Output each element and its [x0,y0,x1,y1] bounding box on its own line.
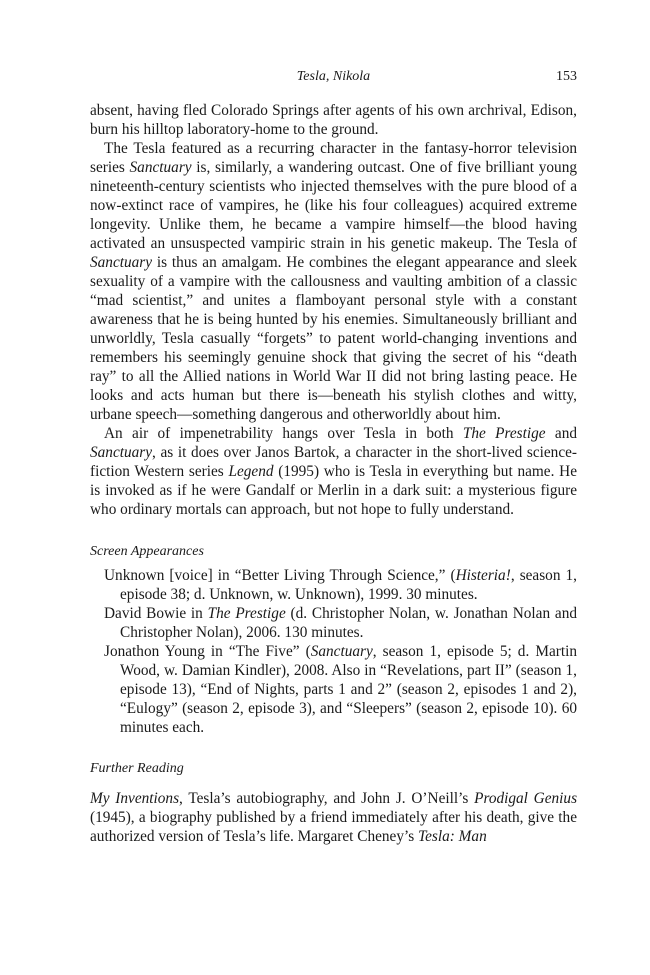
italic-title: Histeria! [455,567,511,584]
page-number: 153 [556,69,577,84]
italic-title: Legend [228,463,274,480]
text-run: absent, having fled Colorado Springs after agents of his own archrival, Edison, burn his hilltop laboratory-home to the ground. [90,102,577,138]
italic-title: The Prestige [207,605,286,622]
italic-title: Sanctuary [310,643,373,660]
text-run: The Tesla featured as a recurring character in the fantasy-horror television series [90,140,577,176]
body-paragraph-2 [90,139,577,424]
text-run: David Bowie in [104,605,208,622]
text-run: and [545,425,577,442]
text-run: , season 1, episode 5; d. Martin Wood, w. Damian Kindler), 2008. Also in “Revelations, part II” (season 1, episode 13), “End of Nights, parts 1 and 2” (season 2, episodes 1 and 2), “Eulogy” (season 2, episode 3), and “Sleepers” (season 2, episode 10). 60 minutes each. [120,643,577,736]
body-paragraph-3 [90,424,577,519]
running-title: Tesla, Nikola [296,69,371,84]
italic-title: Sanctuary [129,159,192,176]
screen-appearances-list [90,566,577,737]
text-run: (d. Christopher Nolan, w. Jonathan Nolan and Christopher Nolan), 2006. 130 minutes. [120,605,577,641]
screen-appearances-heading: Screen Appearances [90,544,204,559]
text-run: is, similarly, a wandering outcast. One of five brilliant young nineteenth-century scientists who injected themselves with the pure blood of a now-extinct race of vampires, he (like his four colleagues) acquired extreme longevity. Unlike them, he became a vampire himself—the blood having activated an unsuspected vampiric strain in his genetic makeup. The Tesla of [90,159,577,252]
text-run: is thus an amalgam. He combines the elegant appearance and sleek sexuality of a vampire with the callousness and vaulting ambition of a classic “mad scientist,” and unites a flamboyant personal style with a constant awareness that he is being hunted by his enemies. Simultaneously brilliant and unworldly, Tesla casually “forgets” to patent world-changing inventions and remembers his seemingly genuine shock that giving the secret of his “death ray” to all the Allied nations in World War II did not bring lasting peace. He looks and acts human but there is—beneath his stylish clothes and witty, urbane speech—something dangerous and otherworldly about him. [90,254,577,423]
screen-appearance-entry [90,642,577,737]
italic-title: Tesla: Man [418,828,487,845]
italic-title: Sanctuary [90,444,153,461]
text-run: An air of impenetrability hangs over Tesla in both [104,425,463,442]
text-run: Unknown [voice] in “Better Living Through Science,” ( [104,567,456,584]
italic-title: The Prestige [462,425,546,442]
further-reading-paragraph [90,789,577,846]
text-run: , Tesla’s autobiography, and John J. O’Neill’s [179,790,475,807]
screen-appearance-entry [90,566,577,604]
text-run: Jonathon Young in “The Five” ( [104,643,311,660]
text-run: , season 1, episode 38; d. Unknown, w. Unknown), 1999. 30 minutes. [120,567,577,603]
italic-title: My Inventions [90,790,180,807]
text-run: (1995) who is Tesla in everything but name. He is invoked as if he were Gandalf or Merlin in a dark suit: a mysterious figure who ordinary mortals can approach, but not hope to fully understand. [90,463,577,518]
italic-title: Prodigal Genius [474,790,578,807]
italic-title: Sanctuary [90,254,153,271]
text-run: , as it does over Janos Bartok, a character in the short-lived science-fiction Western series [90,444,577,480]
screen-appearance-entry [90,604,577,642]
further-reading-heading: Further Reading [90,761,184,776]
page-header [90,66,577,88]
page-body [90,101,577,846]
text-run: (1945), a biography published by a friend immediately after his death, give the authorized version of Tesla’s life. Margaret Cheney’s [90,809,577,845]
body-paragraph-1 [90,101,577,139]
